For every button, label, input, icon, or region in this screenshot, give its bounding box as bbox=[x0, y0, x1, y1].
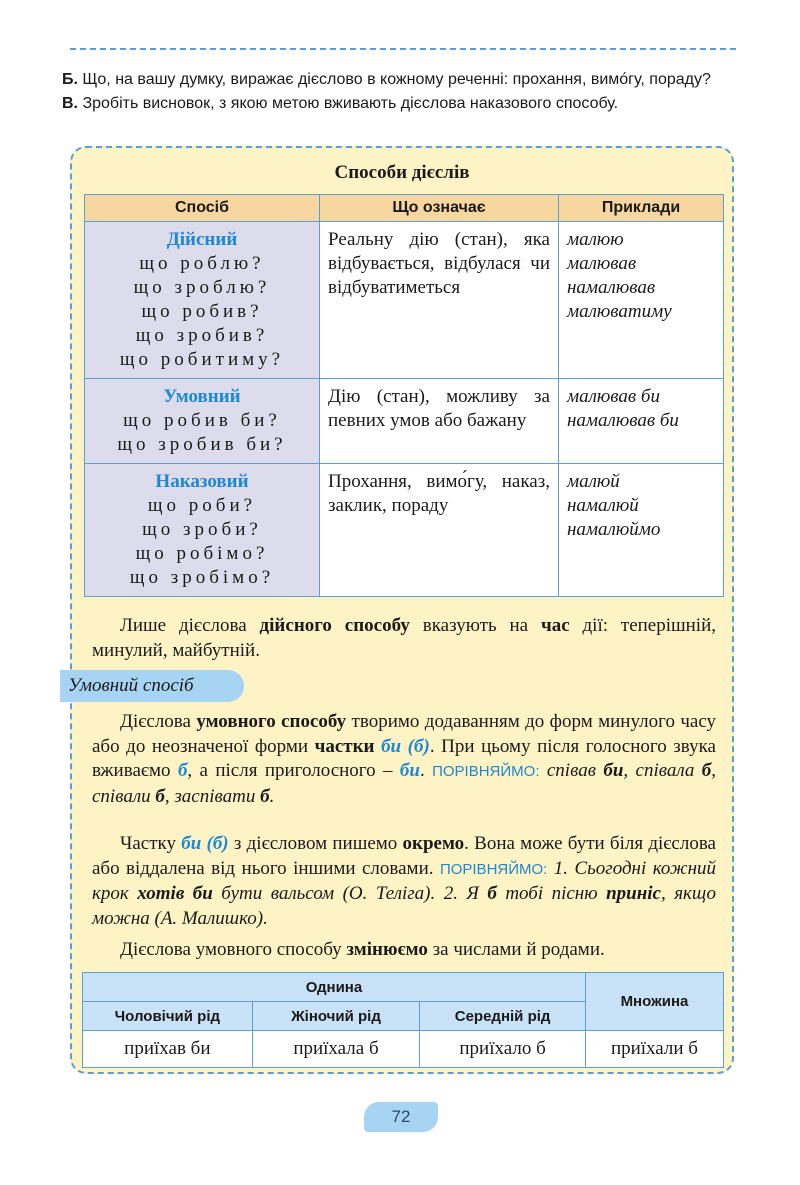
task-b-text: Що, на вашу думку, виражає дієслово в кожному реченні: прохання, вимо́гу, пораду? bbox=[82, 71, 711, 88]
mood-examples bbox=[559, 379, 724, 464]
gender-feminine: Жіночий рід bbox=[252, 1002, 420, 1031]
mood-examples bbox=[559, 222, 724, 379]
example-text: , співала bbox=[623, 760, 702, 781]
singular-header: Однина bbox=[83, 973, 586, 1002]
mood-cell bbox=[85, 464, 320, 597]
task-v bbox=[62, 94, 738, 114]
particle: би bbox=[399, 760, 420, 781]
mood-question: що зробив би? bbox=[117, 434, 287, 455]
tense-note bbox=[92, 614, 716, 663]
example: намалюй bbox=[567, 495, 639, 516]
header-meaning: Що означає bbox=[320, 195, 559, 222]
bold-term: дійсного способу bbox=[259, 615, 410, 636]
example: малюй bbox=[567, 471, 620, 492]
text: . bbox=[419, 760, 433, 781]
example-bold: би bbox=[603, 760, 624, 781]
task-b bbox=[62, 70, 738, 90]
task-b-letter: Б. bbox=[62, 71, 78, 88]
example: малював bbox=[567, 253, 637, 274]
mood-question: що робімо? bbox=[135, 543, 269, 564]
mood-name: Дійсний bbox=[166, 229, 238, 250]
example: малював би bbox=[567, 386, 660, 407]
example-text: співав bbox=[539, 760, 604, 781]
example: намалював би bbox=[567, 410, 679, 431]
example-bold: приніс bbox=[606, 883, 661, 904]
table-row bbox=[83, 973, 724, 1002]
mood-question: що зроби? bbox=[142, 519, 262, 540]
text: Дієслова умовного способу bbox=[120, 939, 347, 960]
text: вказують на bbox=[409, 615, 541, 636]
bold-term: частки bbox=[314, 735, 375, 757]
text: за числами й родами. bbox=[427, 939, 605, 960]
task-v-text: Зробіть висновок, з якою метою вживають дієслова наказового способу. bbox=[82, 95, 619, 112]
mood-question: що робив би? bbox=[123, 410, 281, 431]
mood-name: Умовний bbox=[163, 386, 241, 407]
example-bold: хотів би bbox=[137, 883, 213, 904]
gender-neuter: Середній рід bbox=[420, 1002, 586, 1031]
text: Лише дієслова bbox=[120, 615, 260, 636]
mood-examples bbox=[559, 464, 724, 597]
conditional-forms-table bbox=[82, 972, 724, 1068]
example-bold: б bbox=[155, 785, 165, 807]
form-plural: приїхали б bbox=[585, 1031, 723, 1068]
top-dashed-rule bbox=[70, 48, 736, 50]
bold-term: змінюємо bbox=[346, 939, 428, 960]
example: намалював bbox=[567, 277, 656, 298]
bold-term: умовного способу bbox=[196, 711, 347, 732]
paragraph-change bbox=[92, 938, 716, 963]
example-text: 1. Сьогодні кожний крок bbox=[92, 857, 716, 904]
text: Дієслова bbox=[120, 711, 197, 732]
paragraph-separate bbox=[92, 832, 716, 931]
form-masculine: приїхав би bbox=[83, 1031, 253, 1068]
mood-question: що робитиму? bbox=[119, 349, 285, 370]
compare-label: ПОРІВНЯЙМО: bbox=[432, 763, 540, 780]
table-row bbox=[85, 222, 724, 379]
rule-box bbox=[70, 146, 734, 1074]
example-text: бути вальсом (О. Теліга). 2. Я bbox=[212, 883, 488, 904]
text: . При цьому після голосного звука вживаємо bbox=[92, 735, 716, 781]
header-examples: Приклади bbox=[559, 195, 724, 222]
example-bold: б bbox=[260, 785, 270, 807]
table-row bbox=[85, 464, 724, 597]
table-row bbox=[85, 379, 724, 464]
text: дії: теперішній, минулий, майбутній. bbox=[92, 615, 717, 661]
text: . Вона може бути біля дієслова або віддалена від нього іншими словами. bbox=[92, 833, 716, 879]
example: малюю bbox=[567, 229, 624, 250]
particle: би (б) bbox=[381, 735, 430, 757]
mood-meaning: Прохання, вимо́гу, наказ, заклик, пораду bbox=[320, 464, 559, 597]
task-list bbox=[62, 70, 738, 118]
moods-table-header bbox=[85, 195, 724, 222]
particle: би (б) bbox=[181, 833, 229, 854]
example: намалюймо bbox=[567, 519, 661, 540]
form-feminine: приїхала б bbox=[252, 1031, 420, 1068]
section-tag: Умовний спосіб bbox=[60, 670, 244, 702]
mood-question: що роби? bbox=[147, 495, 257, 516]
mood-meaning: Дію (стан), можливу за певних умов або бажану bbox=[320, 379, 559, 464]
mood-question: що зробив? bbox=[135, 325, 269, 346]
mood-question: що робив? bbox=[141, 301, 263, 322]
mood-cell bbox=[85, 222, 320, 379]
compare-label: ПОРІВНЯЙМО: bbox=[439, 860, 548, 878]
example-bold: б bbox=[487, 883, 497, 904]
box-title: Способи дієслів bbox=[334, 162, 470, 183]
particle: б bbox=[177, 760, 188, 781]
example-bold: б bbox=[701, 760, 712, 781]
text: Частку bbox=[120, 833, 182, 854]
form-neuter: приїхало б bbox=[420, 1031, 586, 1068]
example-text: тобі пісню bbox=[496, 883, 607, 904]
text: , а після приголосного – bbox=[187, 760, 400, 781]
mood-name: Наказовий bbox=[155, 471, 249, 492]
moods-table bbox=[84, 194, 724, 597]
page-number: 72 bbox=[364, 1102, 438, 1132]
mood-cell bbox=[85, 379, 320, 464]
table-row bbox=[83, 1031, 724, 1068]
example-text: , співали bbox=[92, 760, 716, 807]
header-mood: Спосіб bbox=[85, 195, 320, 222]
paragraph-formation bbox=[92, 710, 716, 809]
example-text: , якщо можна (А. Малишко). bbox=[92, 883, 717, 929]
example-text: . bbox=[269, 785, 275, 807]
bold-term: окремо bbox=[402, 833, 465, 854]
gender-masculine: Чоловічий рід bbox=[83, 1002, 253, 1031]
text: з дієсловом пишемо bbox=[228, 833, 403, 854]
text: творимо додаванням до форм минулого часу або до неозначеної форми bbox=[92, 711, 716, 757]
example-text: , заспівати bbox=[164, 785, 261, 807]
mood-question: що роблю? bbox=[139, 253, 265, 274]
example: малюватиму bbox=[567, 301, 672, 322]
plural-header: Множина bbox=[585, 973, 723, 1031]
mood-question: що зробімо? bbox=[129, 567, 275, 588]
bold-term: час bbox=[540, 615, 570, 636]
task-v-letter: В. bbox=[62, 95, 78, 112]
mood-question: що зроблю? bbox=[133, 277, 271, 298]
mood-meaning: Реальну дію (стан), яка відбувається, відбулася чи відбуватиметься bbox=[320, 222, 559, 379]
